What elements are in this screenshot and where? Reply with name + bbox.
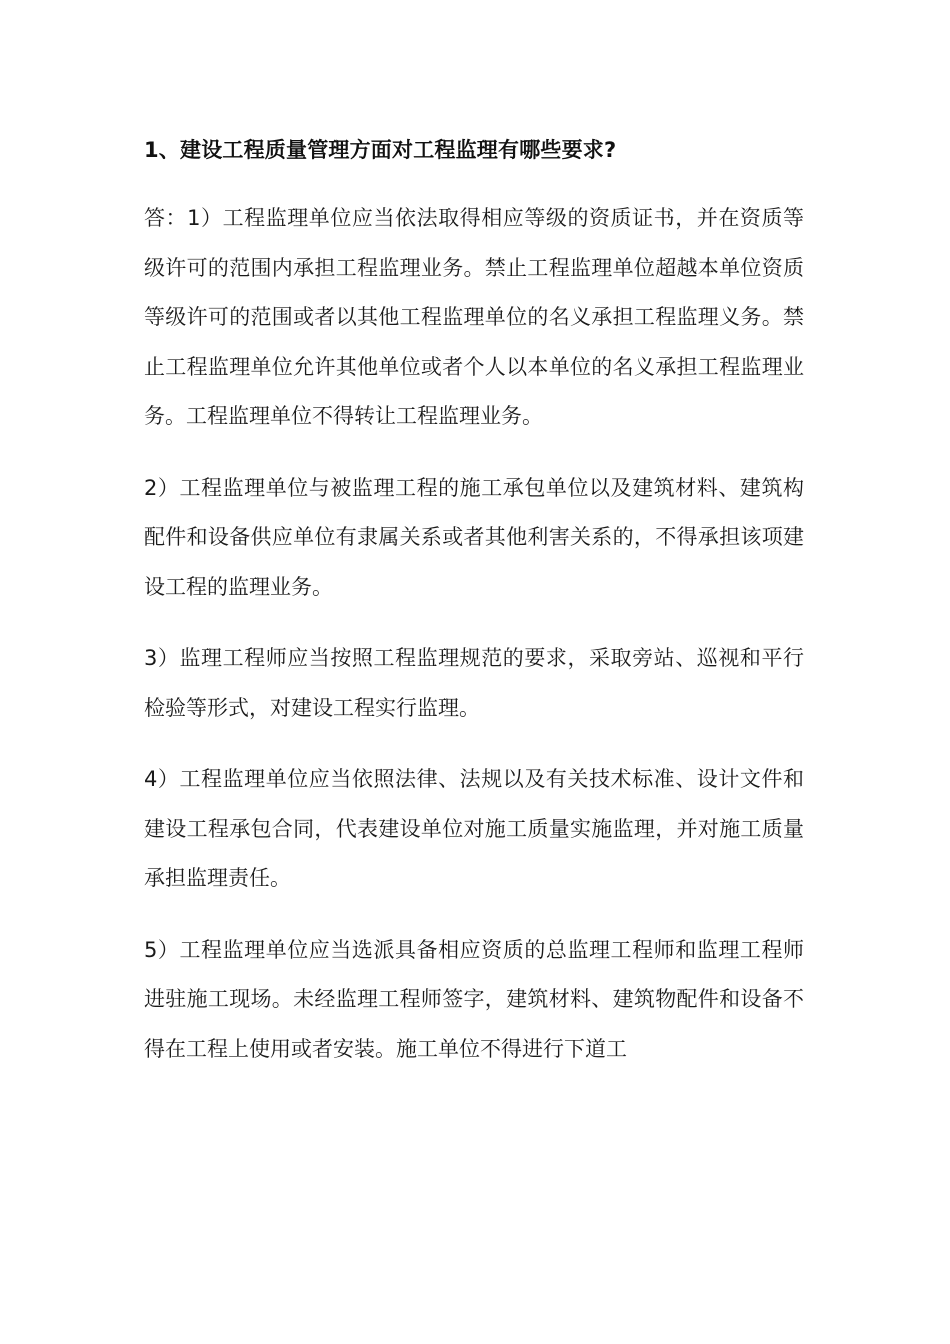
document-body — [144, 128, 804, 1074]
answer-paragraph-4: 4）工程监理单位应当依照法律、法规以及有关技术标准、设计文件和建设工程承包合同，代表建设单位对施工质量实施监理，并对施工质量承担监理责任。 — [144, 767, 804, 890]
answer-paragraph-5: 5）工程监理单位应当选派具备相应资质的总监理工程师和监理工程师进驻施工现场。未经监理工程师签字，建筑材料、建筑物配件和设备不得在工程上使用或者安装。施工单位不得进行下道工 — [144, 937, 804, 1061]
question-heading: 1、建设工程质量管理方面对工程监理有哪些要求? — [144, 138, 617, 162]
question-block — [144, 128, 804, 172]
answer-paragraph-3: 3）监理工程师应当按照工程监理规范的要求，采取旁站、巡视和平行检验等形式，对建设工程实行监理。 — [144, 646, 804, 720]
answer-paragraph-1: 答：1）工程监理单位应当依法取得相应等级的资质证书，并在资质等级许可的范围内承担工程监理业务。禁止工程监理单位超越本单位资质等级许可的范围或者以其他工程监理单位的名义承担工程监理义务。禁止工程监理单位允许其他单位或者个人以本单位的名义承担工程监理业务。工程监理单位不得转让工程监理业务。 — [144, 206, 804, 428]
answer-paragraph-2: 2）工程监理单位与被监理工程的施工承包单位以及建筑材料、建筑构配件和设备供应单位有隶属关系或者其他利害关系的，不得承担该项建设工程的监理业务。 — [144, 475, 804, 599]
